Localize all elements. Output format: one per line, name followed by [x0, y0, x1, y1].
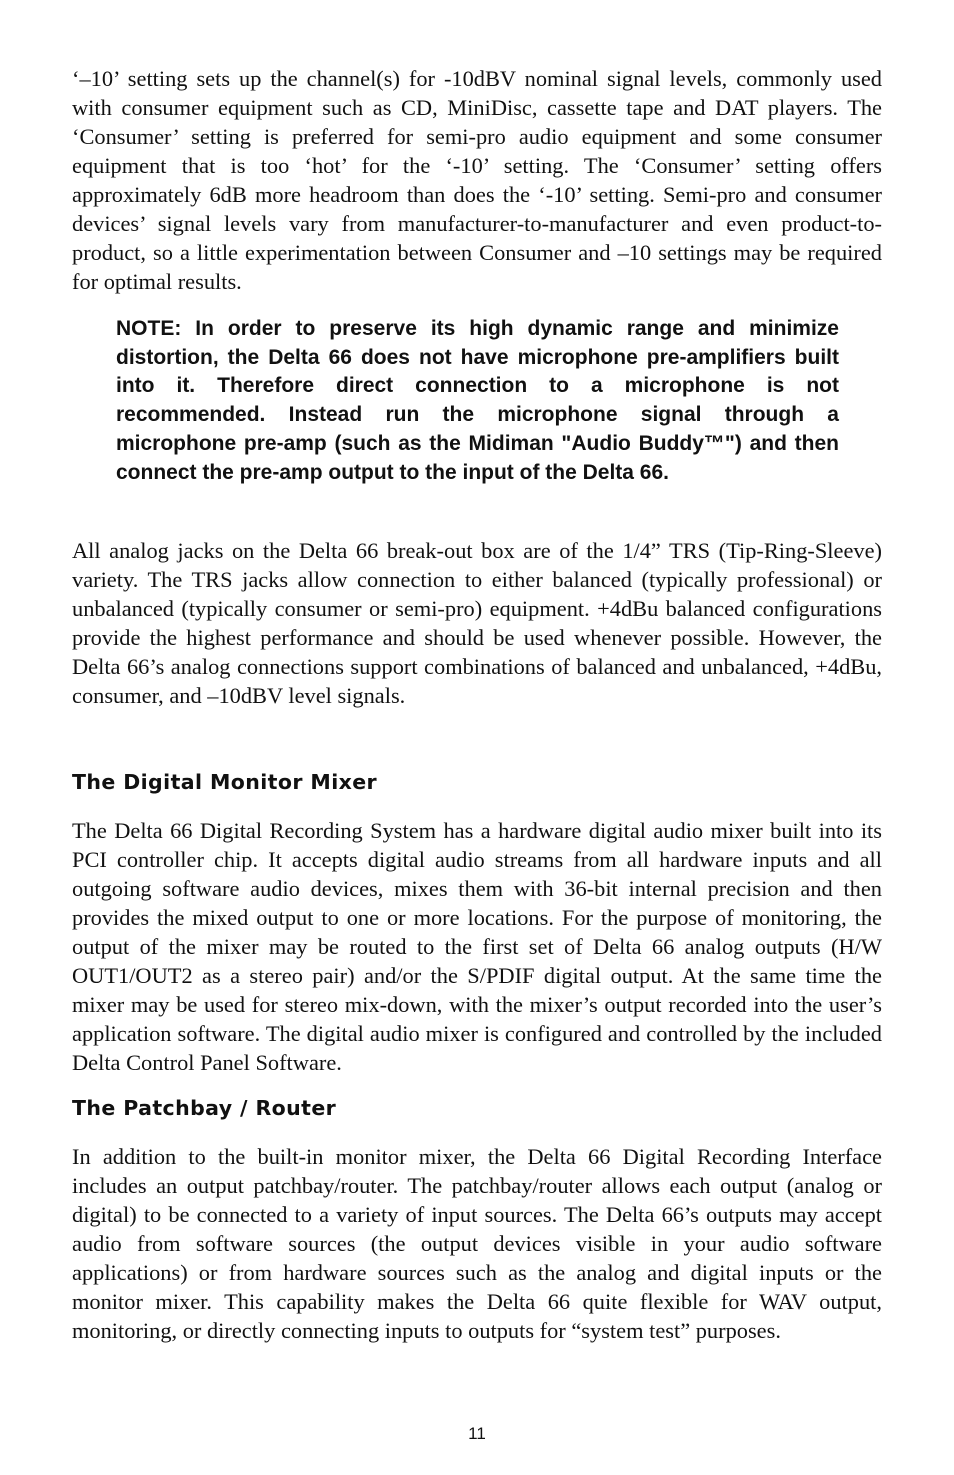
- paragraph-digital-mixer: The Delta 66 Digital Recording System has a hardware digital audio mixer built into its PCI controller chip. It accepts digital audio streams from all hardware inputs and all outgoing software audio devices, mixes them with 36-bit internal precision and then provides the mixed output to one or more locations. For the purpose of monitoring, the output of the mixer may be routed to the first set of Delta 66 analog outputs (H/W OUT1/OUT2 as a stereo pair) and/or the S/PDIF digital output. At the same time the mixer may be used for stereo mix-down, with the mixer’s output recorded into the user’s application software. The digital audio mixer is configured and controlled by the included Delta Control Panel Software.: [72, 818, 882, 1075]
- paragraph-analog-jacks: All analog jacks on the Delta 66 break-out box are of the 1/4” TRS (Tip-Ring-Sleeve) variety. The TRS jacks allow connection to either balanced (typically professional) or unbalanced (typically consumer or semi-pro) equipment. +4dBu balanced configurations provide the highest performance and should be used whenever possible. However, the Delta 66’s analog connections support combinations of balanced and unbalanced, +4dBu, consumer, and –10dBV level signals.: [72, 538, 882, 708]
- paragraph-patchbay: In addition to the built-in monitor mixer, the Delta 66 Digital Recording Interface includes an output patchbay/router. The patchbay/router allows each output (analog or digital) to be connected to a variety of input sources. The Delta 66’s outputs may accept audio from software sources (the output devices visible in your audio software applications) or from hardware sources such as the analog and digital inputs or the monitor mixer. This capability makes the Delta 66 quite flexible for WAV output, monitoring, or directly connecting inputs to outputs for “system test” purposes.: [72, 1144, 882, 1343]
- heading-digital-monitor-mixer: The Digital Monitor Mixer: [72, 770, 378, 794]
- paragraph-nominal-levels: ‘–10’ setting sets up the channel(s) for -10dBV nominal signal levels, commonly used with consumer equipment such as CD, MiniDisc, cassette tape and DAT players. The ‘Consumer’ setting is preferred for semi-pro audio equipment and some consumer equipment that is too ‘hot’ for the ‘-10’ setting. The ‘Consumer’ setting offers approximately 6dB more headroom than does the ‘-10’ setting. Semi-pro and consumer devices’ signal levels vary from manufacturer-to-manufacturer and even product-to-product, so a little experimentation between Consumer and –10 settings may be required for optimal results.: [72, 66, 882, 294]
- note-microphone: NOTE: In order to preserve its high dynamic range and minimize distortion, the Delta 66 does not have microphone pre-amplifiers built into it. Therefore direct connection to a microphone is not recommended. Instead run the microphone signal through a microphone pre-amp (such as the Midiman "Audio Buddy™") and then connect the pre-amp output to the input of the Delta 66.: [116, 317, 839, 484]
- heading-patchbay-router: The Patchbay / Router: [72, 1096, 337, 1120]
- page-number: 11: [468, 1424, 486, 1443]
